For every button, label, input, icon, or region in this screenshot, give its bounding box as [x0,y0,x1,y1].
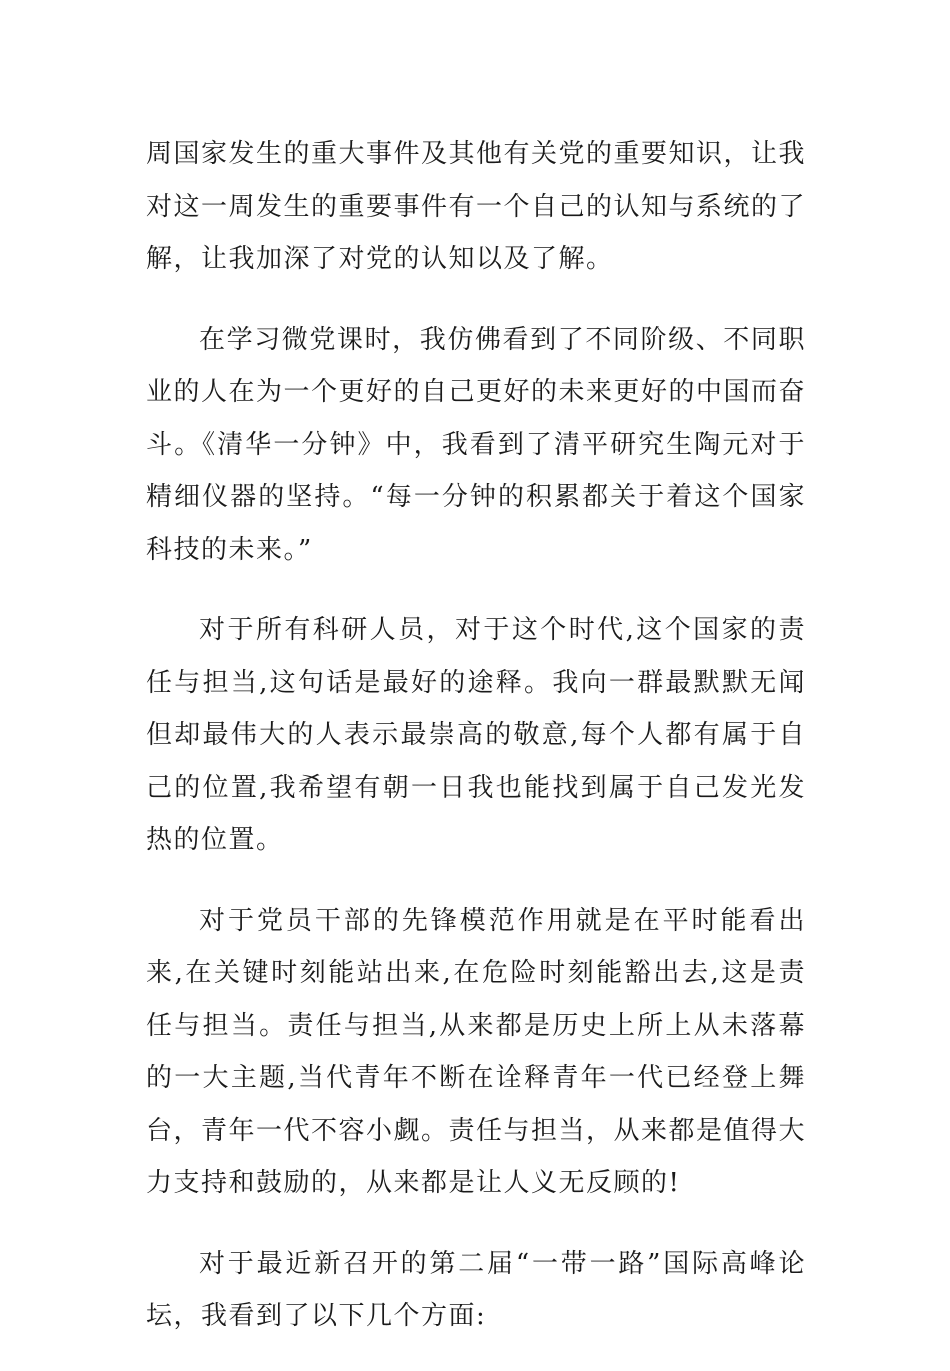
paragraph-2: 在学习微党课时，我仿佛看到了不同阶级、不同职业的人在为一个更好的自己更好的未来更好的中国而奋斗。《清华一分钟》中，我看到了清平研究生陶元对于精细仪器的坚持。“每一分钟的积累都关于着这个国家科技的未来。” [146,324,807,565]
paragraph-5: 对于最近新召开的第二届“一带一路”国际高峰论坛，我看到了以下几个方面: [146,1248,806,1331]
paragraph-4: 对于党员干部的先锋模范作用就是在平时能看出来,在关键时刻能站出来,在危险时刻能豁出去,这是责任与担当。责任与担当,从来都是历史上所上从未落幕的一大主题,当代青年不断在诠释青年一代已经登上舞台，青年一代不容小觑。责任与担当，从来都是值得大力支持和鼓励的，从来都是让人义无反顾的! [146,905,807,1198]
paragraph-3: 对于所有科研人员，对于这个时代,这个国家的责任与担当,这句话是最好的途释。我向一群最默默无闻但却最伟大的人表示最崇高的敬意,每个人都有属于自己的位置,我希望有朝一日我也能找到属于自己发光发热的位置。 [146,615,806,855]
paragraph-1: 周国家发生的重大事件及其他有关党的重要知识，让我对这一周发生的重要事件有一个自己的认知与系统的了解，让我加深了对党的认知以及了解。 [146,139,807,274]
document-body [146,128,806,1371]
